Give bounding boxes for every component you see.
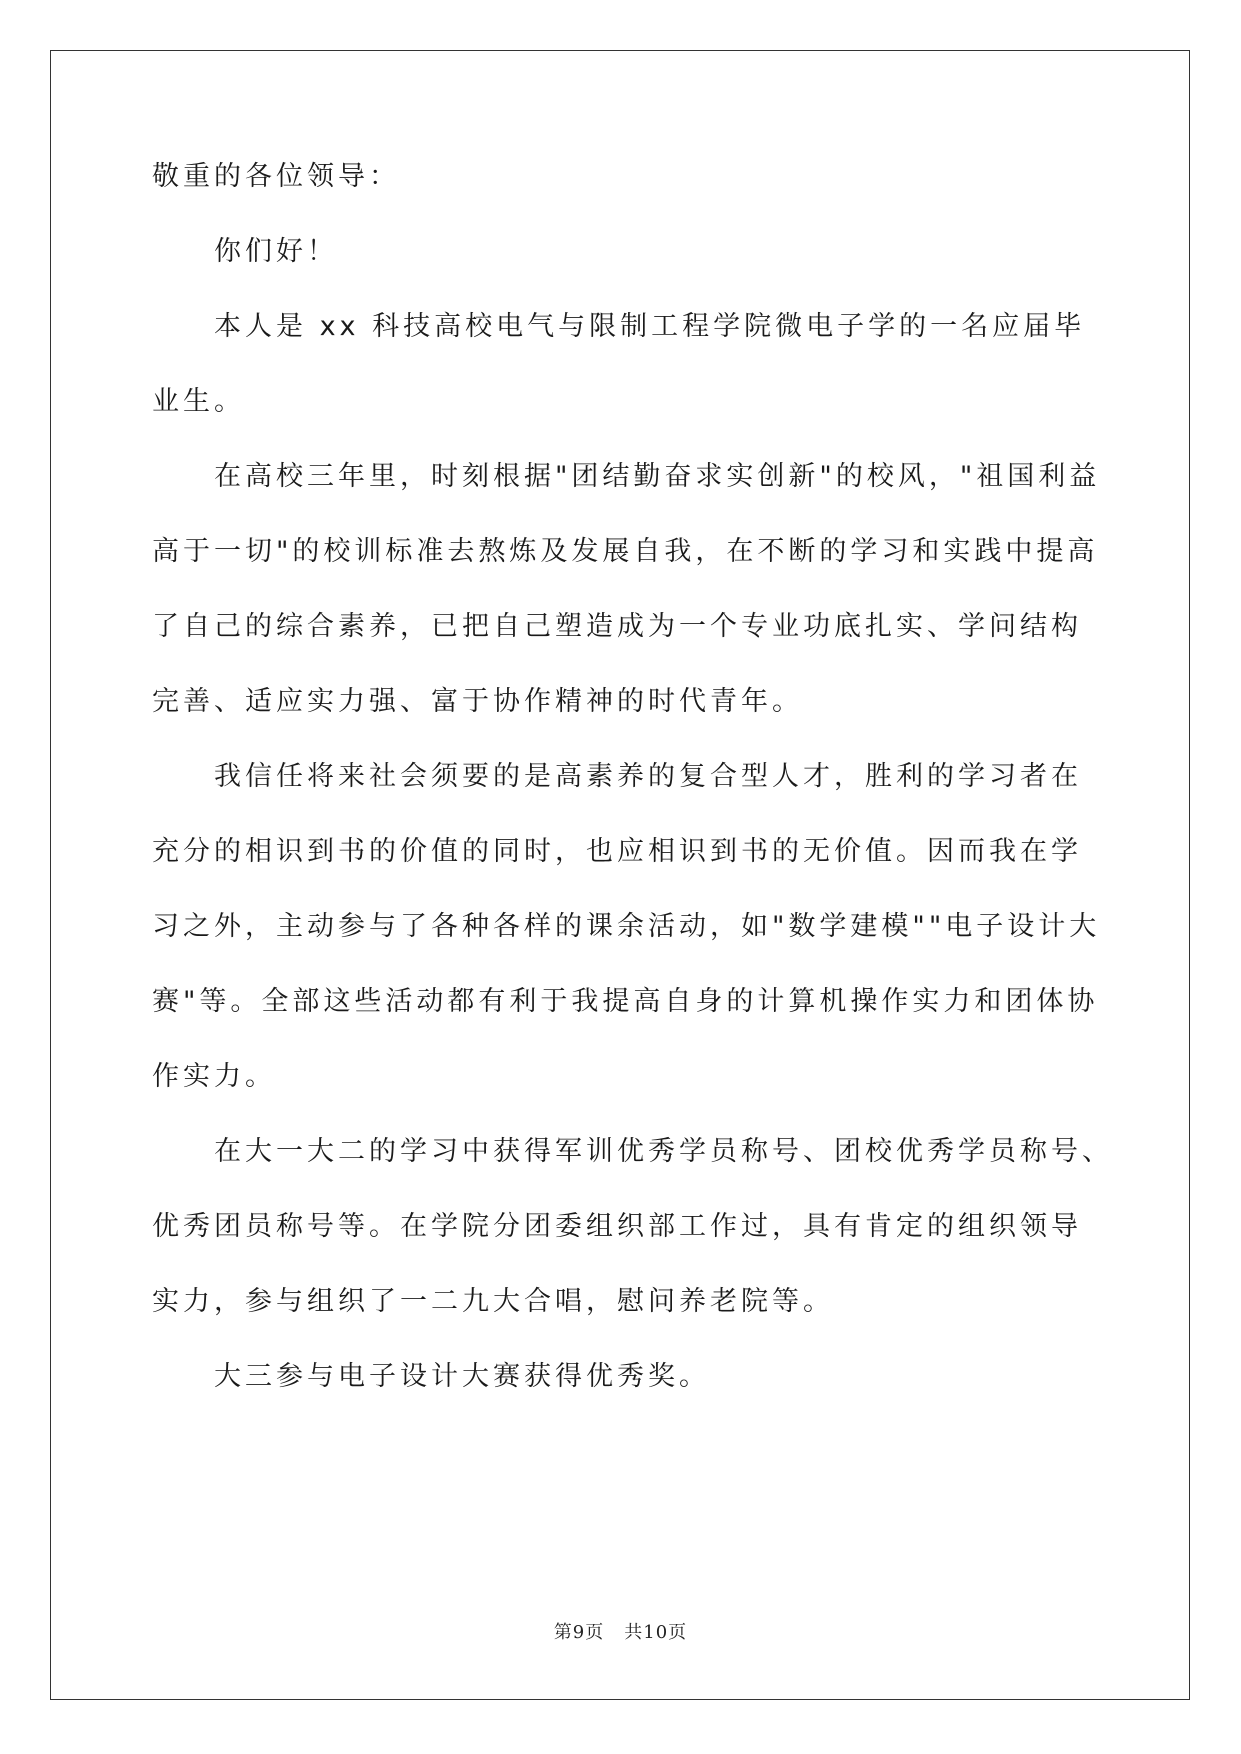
salutation: 敬重的各位领导： xyxy=(152,161,400,192)
page-total: 共10页 xyxy=(624,1622,688,1643)
page-border xyxy=(50,50,1190,1700)
paragraph-line: 习之外，主动参与了各种各样的课余活动，如"数学建模""电子设计大 xyxy=(152,911,1101,942)
paragraph-line: 充分的相识到书的价值的同时，也应相识到书的无价值。因而我在学 xyxy=(152,836,1082,867)
paragraph-line: 业生。 xyxy=(152,386,245,417)
paragraph-line: 本人是 xx 科技高校电气与限制工程学院微电子学的一名应届毕 xyxy=(214,311,1086,342)
paragraph-line: 我信任将来社会须要的是高素养的复合型人才，胜利的学习者在 xyxy=(214,761,1082,792)
paragraph-line: 了自己的综合素养，已把自己塑造成为一个专业功底扎实、学问结构 xyxy=(152,611,1082,642)
page-number: 第9页 xyxy=(553,1622,605,1643)
paragraph-line: 高于一切"的校训标准去熬炼及发展自我，在不断的学习和实践中提高 xyxy=(152,536,1099,567)
paragraph-line: 完善、适应实力强、富于协作精神的时代青年。 xyxy=(152,686,803,717)
greeting: 你们好！ xyxy=(214,236,338,267)
paragraph-line: 在大一大二的学习中获得军训优秀学员称号、团校优秀学员称号、 xyxy=(214,1136,1113,1167)
page-footer xyxy=(0,1618,1241,1644)
paragraph-line: 优秀团员称号等。在学院分团委组织部工作过，具有肯定的组织领导 xyxy=(152,1211,1082,1242)
paragraph-line: 大三参与电子设计大赛获得优秀奖。 xyxy=(214,1361,710,1392)
paragraph-line: 实力，参与组织了一二九大合唱，慰问养老院等。 xyxy=(152,1286,834,1317)
paragraph-line: 赛"等。全部这些活动都有利于我提高自身的计算机操作实力和团体协 xyxy=(152,986,1099,1017)
paragraph-line: 作实力。 xyxy=(152,1061,276,1092)
paragraph-line: 在高校三年里，时刻根据"团结勤奋求实创新"的校风，"祖国利益 xyxy=(214,461,1101,492)
